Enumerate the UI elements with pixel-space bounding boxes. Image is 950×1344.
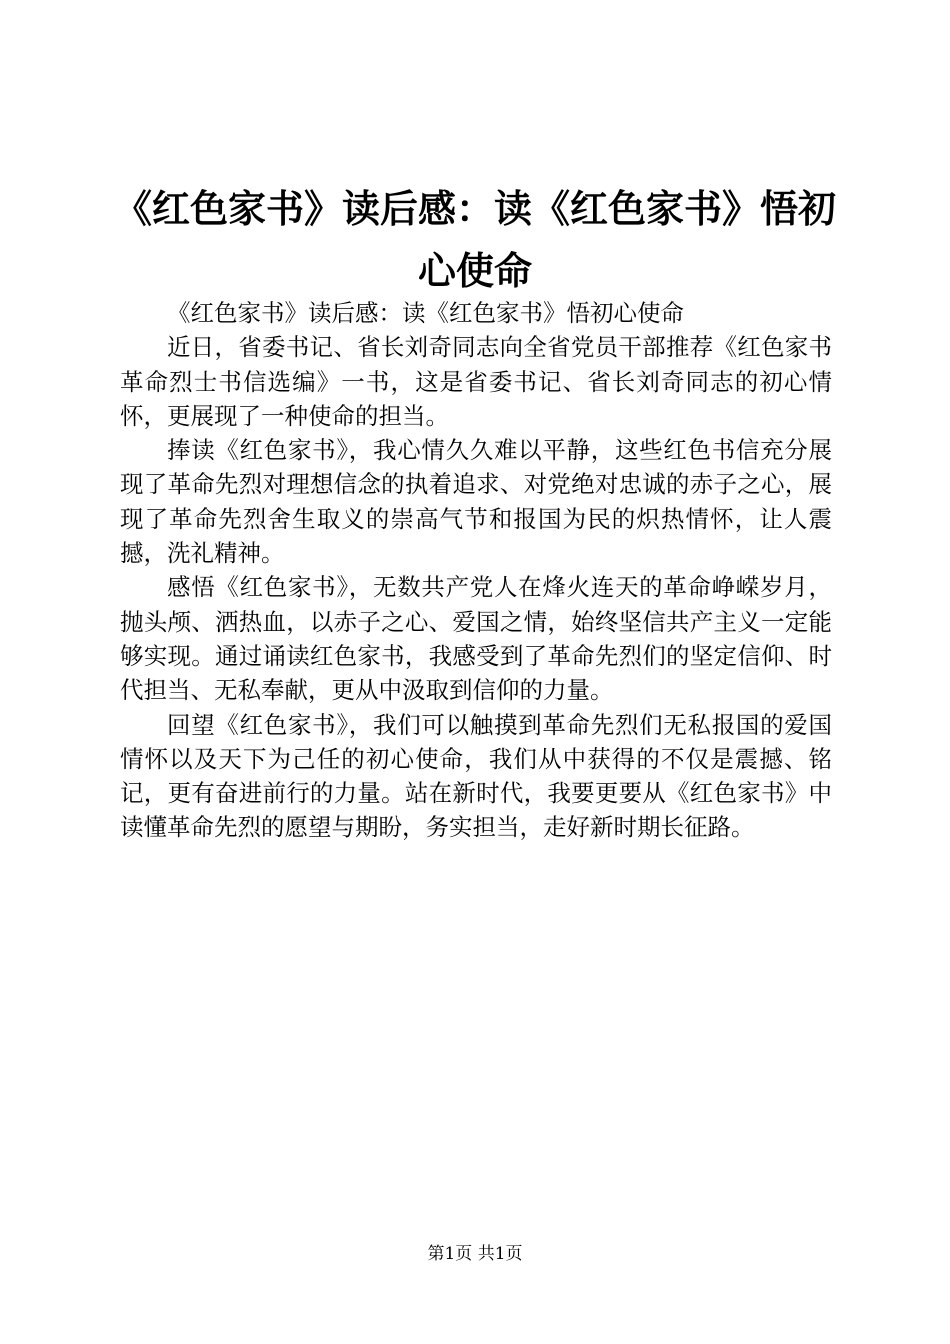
paragraph-4: 回望《红色家书》，我们可以触摸到革命先烈们无私报国的爱国情怀以及天下为己任的初心使命，我们从中获得的不仅是震撼、铭记，更有奋进前行的力量。站在新时代，我要更要从《红色家书》中读懂革命先烈的愿望与期盼，务实担当，走好新时期长征路。: [120, 710, 832, 842]
page-footer: 第1页 共1页: [427, 1244, 523, 1264]
document-title: 《红色家书》读后感：读《红色家书》悟初心使命: [113, 186, 836, 293]
paragraph-2: 捧读《红色家书》，我心情久久难以平静，这些红色书信充分展现了革命先烈对理想信念的执着追求、对党绝对忠诚的赤子之心，展现了革命先烈舍生取义的崇高气节和报国为民的炽热情怀，让人震撼，洗礼精神。: [120, 436, 832, 568]
paragraph-subtitle: 《红色家书》读后感：读《红色家书》悟初心使命: [167, 299, 684, 327]
document-body: [120, 296, 832, 845]
paragraph-1: 近日，省委书记、省长刘奇同志向全省党员干部推荐《红色家书革命烈士书信选编》一书，这是省委书记、省长刘奇同志的初心情怀，更展现了一种使命的担当。: [120, 333, 832, 430]
paragraph-3: 感悟《红色家书》，无数共产党人在烽火连天的革命峥嵘岁月，抛头颅、洒热血，以赤子之心、爱国之情，始终坚信共产主义一定能够实现。通过诵读红色家书，我感受到了革命先烈们的坚定信仰、时代担当、无私奉献，更从中汲取到信仰的力量。: [120, 573, 832, 705]
